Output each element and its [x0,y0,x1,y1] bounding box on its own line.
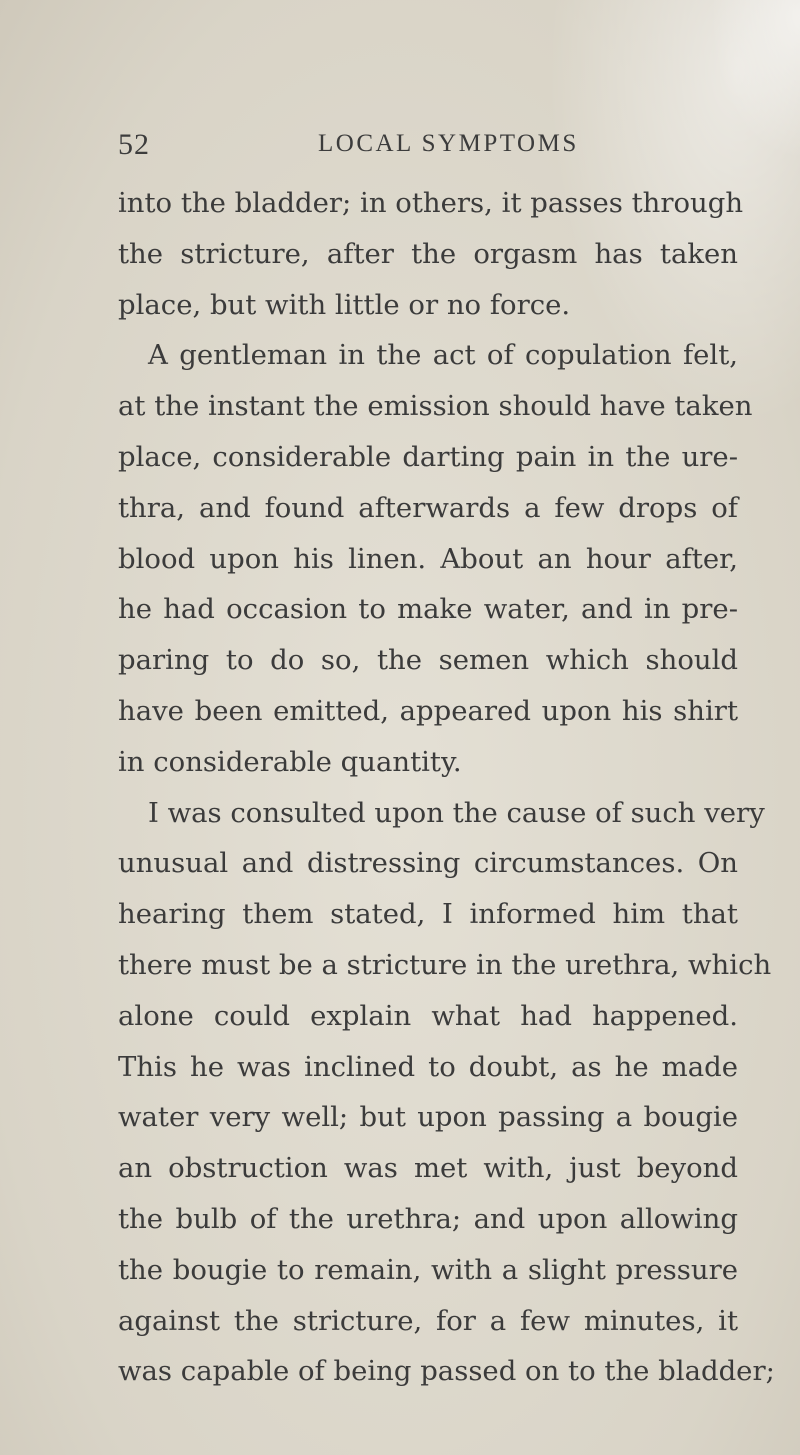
text-line: an obstruction was met with, just beyond [118,1152,738,1185]
text-line: hearing them stated, I informed him that [118,898,738,931]
text-line: against the stricture, for a few minutes, it [118,1304,738,1337]
text-line: This he was inclined to doubt, as he made [118,1050,738,1083]
text-line: was capable of being passed on to the bladder; [118,1355,775,1388]
text-line: paring to do so, the semen which should [118,644,738,677]
text-line: the bougie to remain, with a slight pressure [118,1253,738,1286]
text-line: at the instant the emission should have taken [118,390,753,423]
text-line: alone could explain what had happened. [118,999,738,1032]
text-line: the stricture, after the orgasm has taken [118,237,738,270]
text-line: into the bladder; in others, it passes through [118,187,744,219]
page-header [118,128,738,168]
page-number: 52 [118,128,150,161]
text-line: have been emitted, appeared upon his shirt [118,694,738,727]
text-line: in considerable quantity. [118,745,462,778]
text-line: he had occasion to make water, and in pre- [118,593,738,626]
text-line: place, but with little or no force. [118,288,571,321]
body-text [118,178,775,1397]
paragraph-first-line: A gentleman in the act of copulation felt, [148,339,738,372]
text-line: unusual and distressing circumstances. On [118,847,738,880]
text-line: the bulb of the urethra; and upon allowing [118,1202,738,1235]
text-line: blood upon his linen. About an hour after, [118,542,738,575]
running-head: LOCAL SYMPTOMS [318,130,579,157]
text-line: place, considerable darting pain in the ure- [118,440,738,473]
text-line: water very well; but upon passing a bougie [118,1101,738,1134]
text-line: thra, and found afterwards a few drops of [118,491,738,524]
paragraph-first-line: I was consulted upon the cause of such very [148,796,765,829]
text-line: there must be a stricture in the urethra, which [118,948,772,981]
